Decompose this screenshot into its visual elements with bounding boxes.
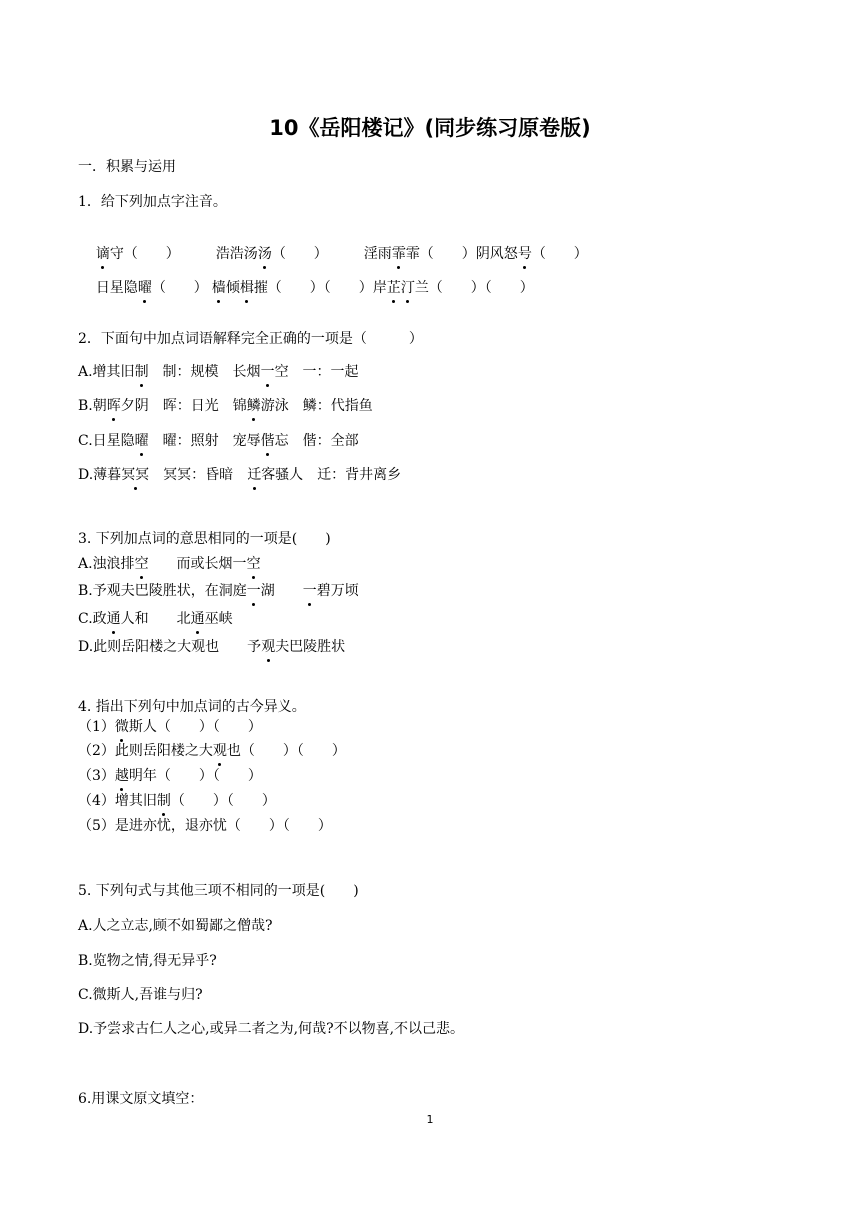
dotted-char: 通 [190,611,205,627]
question-5-option-a: A.人之立志,顾不如蜀鄙之僧哉? [78,918,273,934]
dotted-char: 曜 [134,433,149,449]
question-2-option-c: C.日星隐曜 曜：照射 宠辱偕忘 偕：全部 [78,433,359,449]
q1-item: 日星隐曜（ ） [95,280,208,296]
dotted-char: 谪 [95,246,110,262]
dotted-char: 冥冥 [121,467,150,483]
question-4-item-5: （5）是进亦忧，退亦忧（ ）（ ） [78,818,332,834]
dotted-char: 制 [156,793,171,809]
question-4-stem: 4. 指出下列句中加点词的古今异义。 [78,699,306,715]
question-3-option-c: C.政通人和 北通巫峡 [78,611,233,627]
dotted-char: 曜 [137,280,152,296]
dotted-char: 空 [134,556,149,572]
dotted-char: 一 [302,583,317,599]
question-1-row-2 [78,258,534,318]
question-4-item-4: （4）增其旧制（ ）（ ） [78,793,276,809]
question-5-option-d: D.予尝求古仁人之心,或异二者之为,何哉?不以物喜,不以己悲。 [78,1021,465,1037]
question-4-item-3: （3）越明年（ ）（ ） [78,768,262,784]
dotted-char: 鳞 [246,398,261,414]
dotted-char: 制 [134,364,149,380]
dotted-char: 一 [246,583,261,599]
q1-item: 岸芷汀兰（ ）（ ） [372,280,534,296]
dotted-char: 通 [106,611,121,627]
dotted-char: 一 [260,364,275,380]
dotted-char: 楫 [239,280,254,296]
dotted-char: 霏 [391,246,406,262]
question-6-stem: 6.用课文原文填空： [78,1091,204,1107]
q1-item: 淫雨霏霏（ ） [363,246,476,262]
dotted-char: 越 [114,768,129,784]
question-1-stem: 1．给下列加点字注音。 [78,194,227,210]
page-number: 1 [426,1113,434,1126]
question-5-stem: 5. 下列句式与其他三项不相同的一项是( ) [78,883,359,899]
question-3-stem: 3. 下列加点词的意思相同的一项是( ) [78,531,331,547]
dotted-char: 空 [246,556,261,572]
question-2-option-d: D.薄暮冥冥 冥冥：昏暗 迁客骚人 迁：背井离乡 [78,467,402,483]
question-5-option-c: C.微斯人,吾谁与归? [78,987,203,1003]
dotted-char: 观 [261,639,276,655]
question-3-option-b: B.予观夫巴陵胜状，在洞庭一湖 一碧万顷 [78,583,359,599]
question-2-option-b: B.朝晖夕阴 晖：日光 锦鳞游泳 鳞：代指鱼 [78,398,373,414]
question-3-option-d: D.此则岳阳楼之大观也 予观夫巴陵胜状 [78,639,346,655]
dotted-char: 观 [212,743,227,759]
q1-item: 樯倾楫摧（ ）（ ） [211,280,373,296]
q1-item: 阴风怒号（ ） [475,246,588,262]
dotted-char: 晖 [106,398,121,414]
question-5-option-b: B.览物之情,得无异乎? [78,953,217,969]
question-3-option-a: A.浊浪排空 而或长烟一空 [78,556,261,572]
dotted-char: 微 [114,719,129,735]
dotted-char: 樯 [211,280,226,296]
dotted-char: 汤 [257,246,272,262]
question-4-item-2: （2）此则岳阳楼之大观也（ ）（ ） [78,743,346,759]
q1-item: 浩浩汤汤（ ） [215,246,328,262]
question-4-item-1: （1）微斯人（ ）（ ） [78,719,262,735]
dotted-char: 偕 [260,433,275,449]
question-2-option-a: A.增其旧制 制：规模 长烟一空 一：一起 [78,364,359,380]
dotted-char: 迁 [247,467,262,483]
q1-item: 谪守（ ） [95,246,180,262]
section-heading: 一．积累与运用 [78,159,176,175]
question-2-stem: 2．下面句中加点词语解释完全正确的一项是（ ） [78,331,423,347]
dotted-char: 芷 [386,280,401,296]
document-title: 10《岳阳楼记》(同步练习原卷版) [269,116,591,140]
dotted-char: 汀 [400,280,415,296]
dotted-char: 号 [517,246,532,262]
